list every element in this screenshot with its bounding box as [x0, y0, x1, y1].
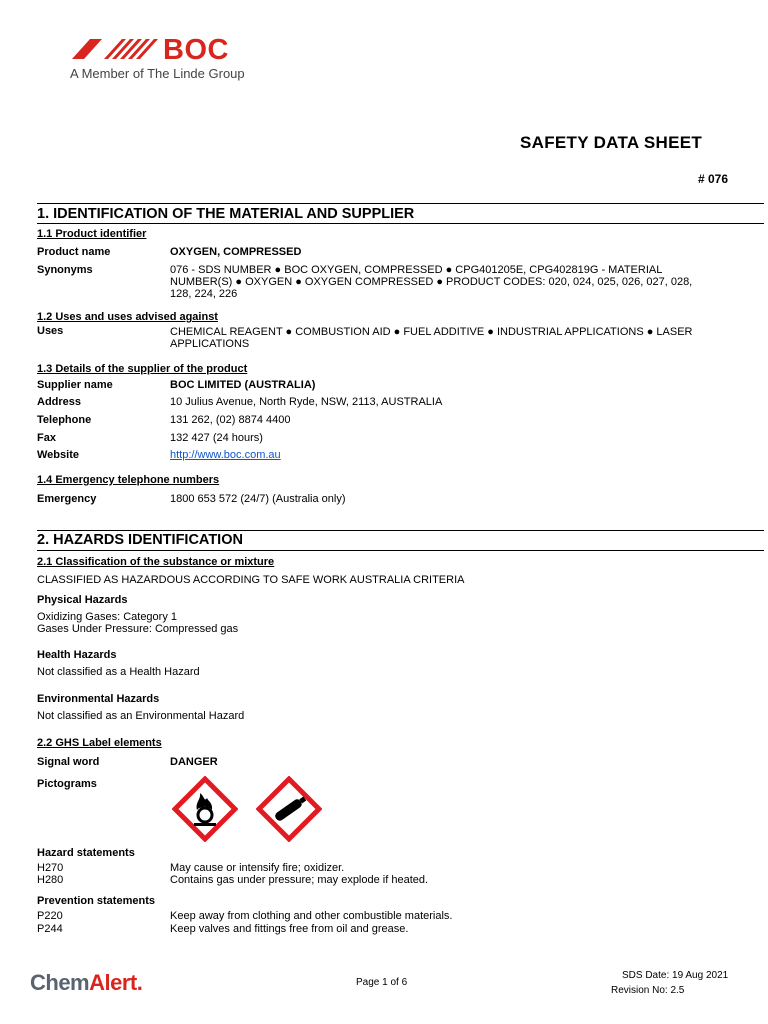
signal-word-label: Signal word	[37, 756, 100, 768]
hazard-code: H280	[37, 874, 64, 886]
environmental-hazards-text: Not classified as an Environmental Hazard	[37, 710, 245, 722]
chemalert-logo	[30, 970, 142, 996]
section-divider	[37, 203, 764, 204]
website-label: Website	[37, 449, 79, 461]
subsection-1-1-title: 1.1 Product identifier	[37, 228, 147, 240]
uses-line-2: APPLICATIONS	[170, 338, 250, 350]
uses-line-1: CHEMICAL REAGENT ● COMBUSTION AID ● FUEL ADDITIVE ● INDUSTRIAL APPLICATIONS ● LASER	[170, 326, 693, 338]
emergency-value: 1800 653 572 (24/7) (Australia only)	[170, 493, 346, 505]
uses-label: Uses	[37, 325, 64, 337]
brand-tagline: A Member of The Linde Group	[70, 66, 245, 81]
website-link[interactable]: http://www.boc.com.au	[170, 449, 281, 461]
classification-text: CLASSIFIED AS HAZARDOUS ACCORDING TO SAFE WORK AUSTRALIA CRITERIA	[37, 574, 465, 586]
health-hazards-label: Health Hazards	[37, 649, 117, 661]
subsection-2-2-title: 2.2 GHS Label elements	[37, 737, 162, 749]
physical-hazard-1: Oxidizing Gases: Category 1	[37, 611, 178, 623]
telephone-label: Telephone	[37, 414, 92, 426]
prevention-statements-label: Prevention statements	[37, 895, 155, 907]
chemalert-logo-part-2: Alert.	[89, 970, 143, 995]
hazard-statements-label: Hazard statements	[37, 847, 135, 859]
product-name-label: Product name	[37, 246, 111, 258]
chemalert-logo-part-1: Chem	[30, 970, 90, 995]
sds-number: # 076	[698, 172, 729, 186]
section-2-heading: 2. HAZARDS IDENTIFICATION	[37, 532, 243, 548]
supplier-label: Supplier name	[37, 379, 113, 391]
environmental-hazards-label: Environmental Hazards	[37, 693, 160, 705]
brand-name: BOC	[163, 34, 229, 66]
section-1-heading: 1. IDENTIFICATION OF THE MATERIAL AND SUPPLIER	[37, 206, 415, 222]
sds-date: SDS Date: 19 Aug 2021	[622, 970, 729, 981]
synonyms-line-3: 128, 224, 226	[170, 288, 238, 300]
flame-over-circle-icon	[172, 776, 238, 842]
subsection-1-4-title: 1.4 Emergency telephone numbers	[37, 474, 220, 486]
document-title: SAFETY DATA SHEET	[520, 133, 703, 152]
subsection-1-3-title: 1.3 Details of the supplier of the product	[37, 363, 248, 375]
health-hazards-text: Not classified as a Health Hazard	[37, 666, 200, 678]
section-divider	[37, 223, 764, 224]
prevention-text: Keep away from clothing and other combustible materials.	[170, 910, 453, 922]
prevention-code: P244	[37, 923, 63, 935]
synonyms-line-2: NUMBER(S) ● OXYGEN ● OXYGEN COMPRESSED ● PRODUCT CODES: 020, 024, 025, 026, 027, 028,	[170, 276, 693, 288]
product-name-value: OXYGEN, COMPRESSED	[170, 246, 302, 258]
page-number: Page 1 of 6	[356, 977, 408, 988]
fax-value: 132 427 (24 hours)	[170, 432, 263, 444]
subsection-2-1-title: 2.1 Classification of the substance or mixture	[37, 556, 275, 568]
prevention-text: Keep valves and fittings free from oil and grease.	[170, 923, 409, 935]
fax-label: Fax	[37, 432, 56, 444]
supplier-value: BOC LIMITED (AUSTRALIA)	[170, 379, 316, 391]
hazard-text: May cause or intensify fire; oxidizer.	[170, 862, 345, 874]
synonyms-label: Synonyms	[37, 264, 93, 276]
prevention-code: P220	[37, 910, 63, 922]
hazard-code: H270	[37, 862, 64, 874]
section-divider	[37, 530, 764, 531]
physical-hazards-label: Physical Hazards	[37, 594, 128, 606]
section-divider	[37, 550, 764, 551]
subsection-1-2-title: 1.2 Uses and uses advised against	[37, 311, 218, 323]
address-label: Address	[37, 396, 82, 408]
signal-word-value: DANGER	[170, 756, 218, 768]
revision-number: Revision No: 2.5	[611, 985, 685, 996]
synonyms-line-1: 076 - SDS NUMBER ● BOC OXYGEN, COMPRESSED ● CPG401205E, CPG402819G - MATERIAL	[170, 264, 663, 276]
physical-hazard-2: Gases Under Pressure: Compressed gas	[37, 623, 239, 635]
telephone-value: 131 262, (02) 8874 4400	[170, 414, 291, 426]
hazard-text: Contains gas under pressure; may explode if heated.	[170, 874, 429, 886]
pictograms-label: Pictograms	[37, 778, 97, 790]
address-value: 10 Julius Avenue, North Ryde, NSW, 2113, AUSTRALIA	[170, 396, 443, 408]
gas-cylinder-icon	[256, 776, 322, 842]
emergency-label: Emergency	[37, 493, 97, 505]
